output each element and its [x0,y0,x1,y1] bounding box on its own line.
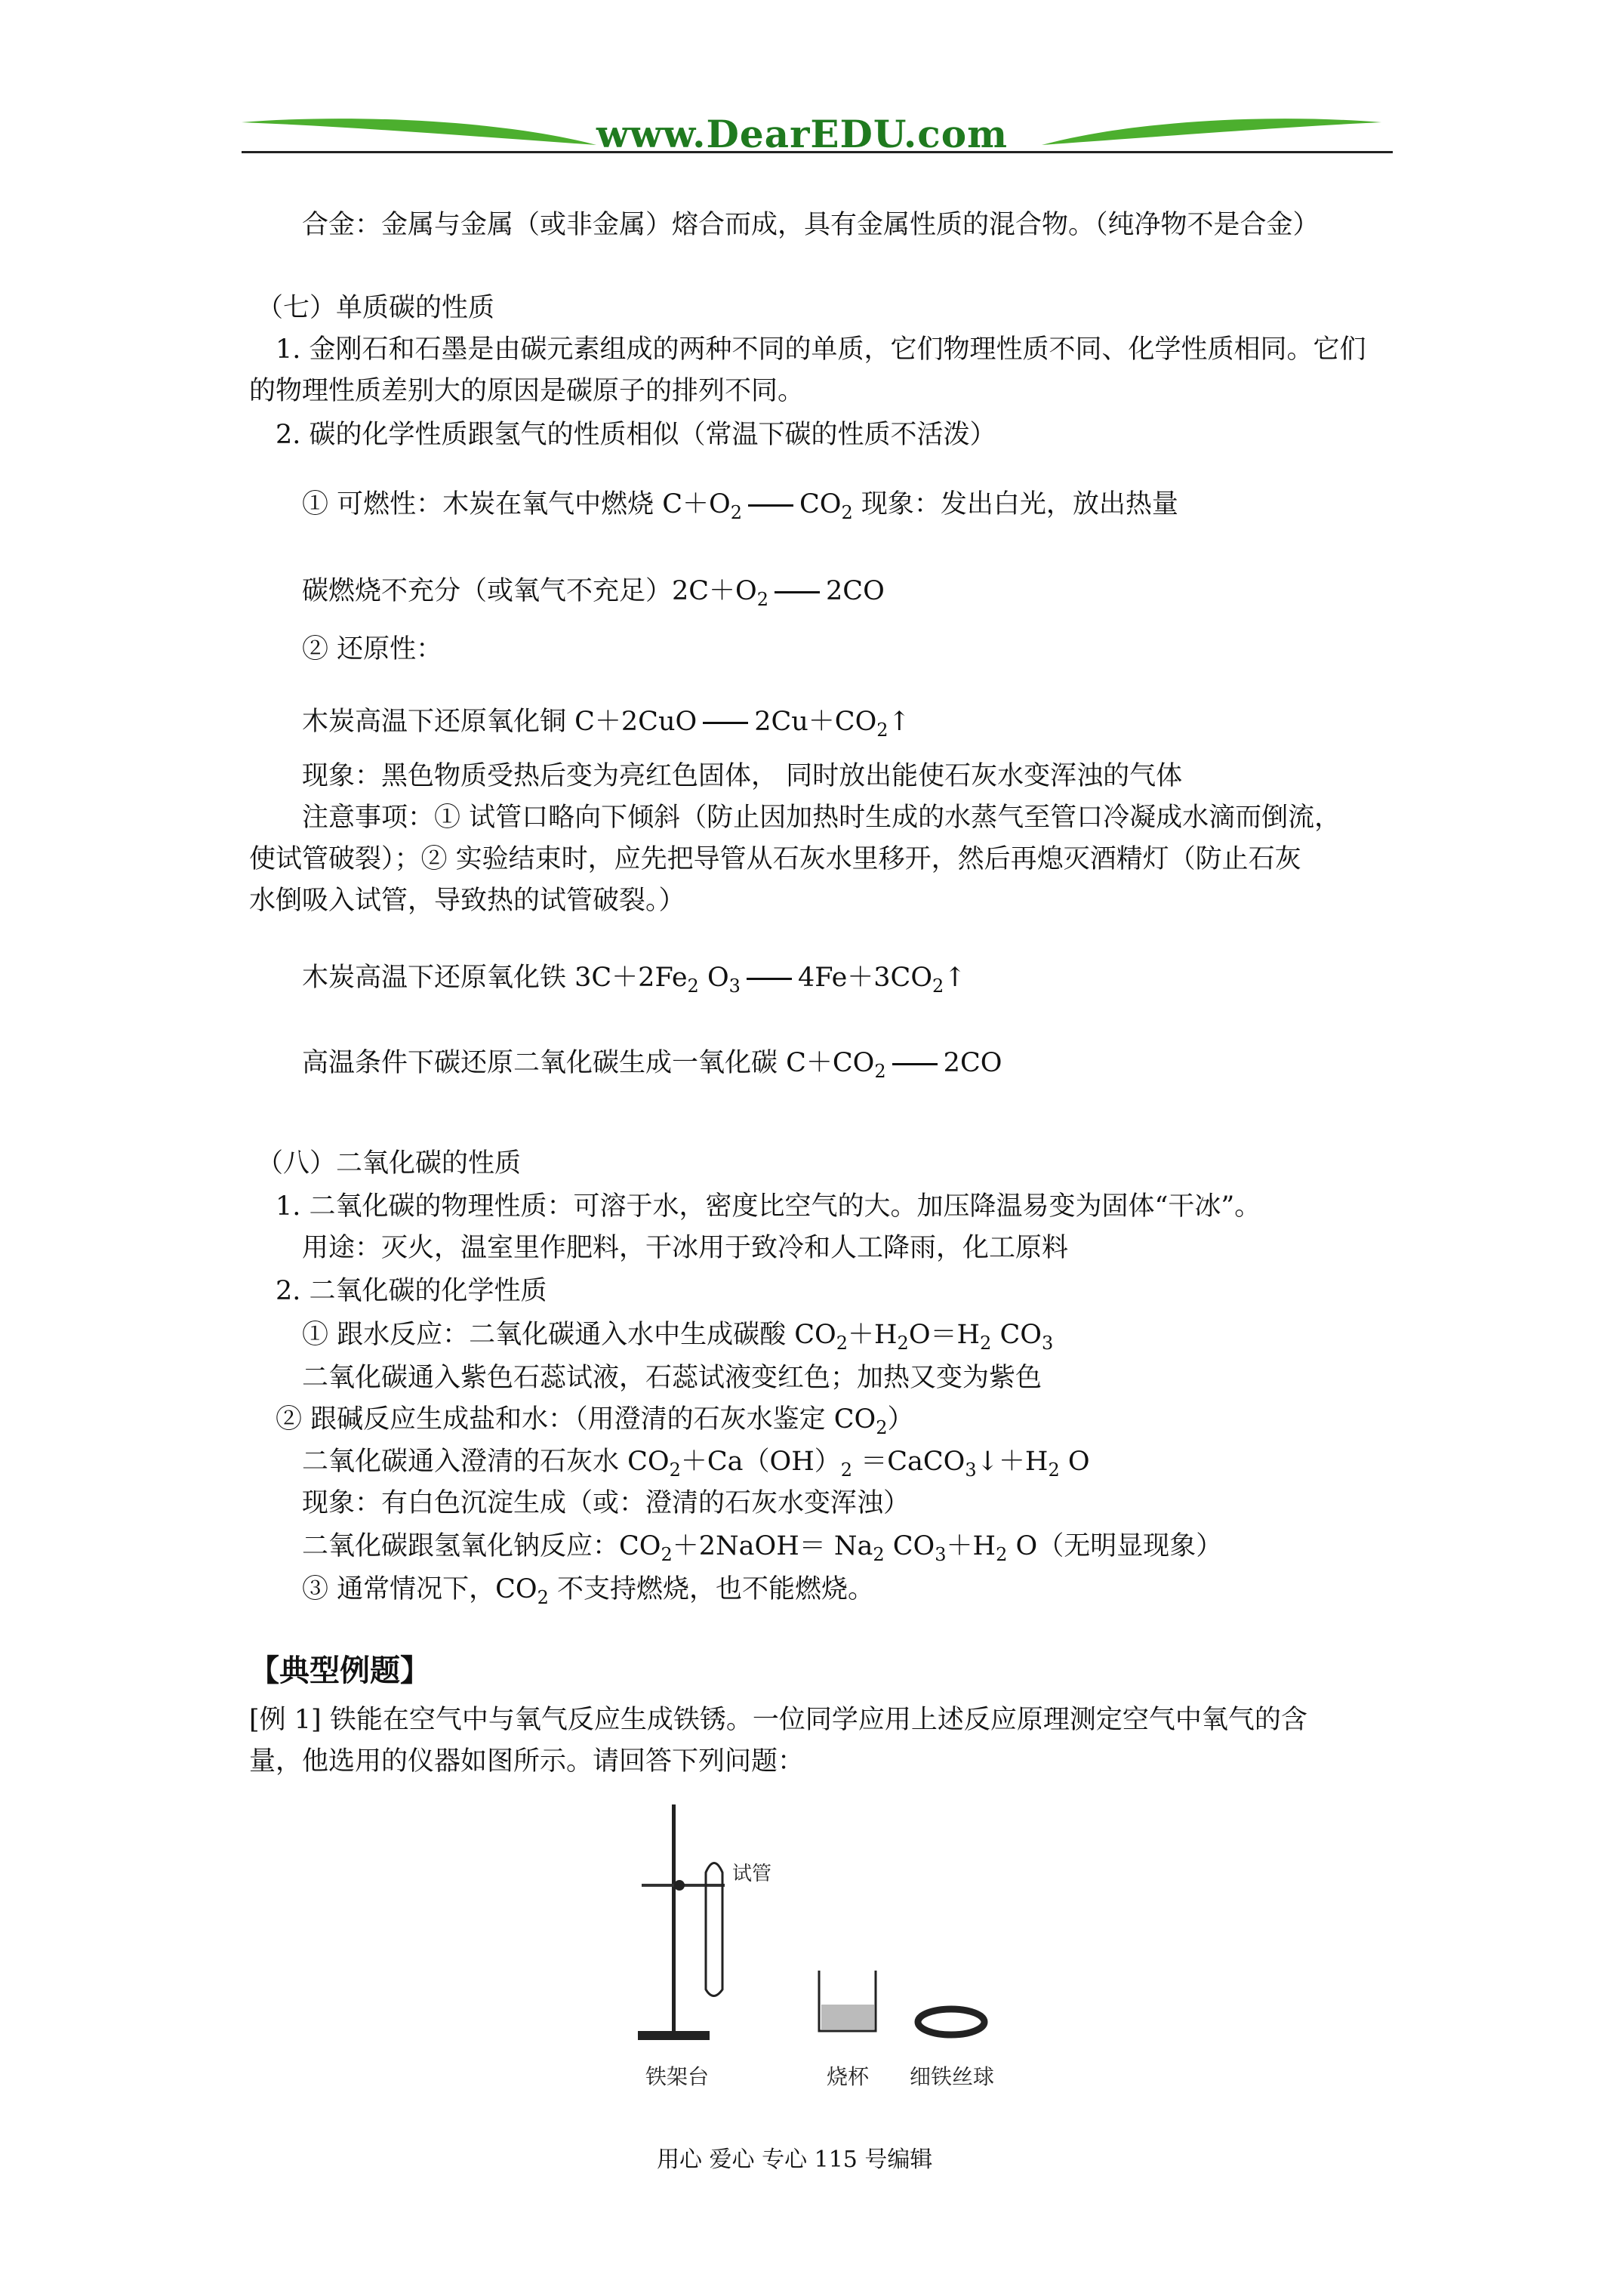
litmus-line: 二氧化碳通入紫色石蕊试液，石蕊试液变红色；加热又变为紫色 [302,1363,1042,1393]
co2-chemical-heading: 2. 二氧化碳的化学性质 [276,1276,547,1306]
notes-3: 水倒吸入试管，导致热的试管破裂。） [249,886,685,916]
beaker [819,1971,876,2031]
section-8-heading: （八）二氧化碳的性质 [257,1148,522,1179]
equation-combustion: ① 可燃性：木炭在氧气中燃烧 $C+O_2$ $CO_2$ 现象：发出白光，放出热量 [302,489,1178,523]
paragraph-1b: 的物理性质差别大的原因是碳原子的排列不同。 [249,376,805,406]
precipitate-phenomenon: 现象：有白色沉淀生成（或：澄清的石灰水变浑浊） [302,1488,910,1518]
site-logo: www.DearEDU.com [596,112,1009,156]
equation-fe2o3: 木炭高温下还原氧化铁 $3C+2Fe_2$ $O_3$ $4Fe+3CO_2↑$ [302,963,966,997]
naoh-equation: 二氧化碳跟氢氧化钠反应：$CO_2+2NaOH= Na_2$ $CO_3+H_2$ O（无明显现象） [302,1531,1223,1565]
alloy-definition: 合金：金属与金属（或非金属）熔合而成，具有金属性质的混合物。（纯净物不是合金） [302,210,1320,240]
equation-co2-reduction: 高温条件下碳还原二氧化碳生成一氧化碳 $C+CO_2$ 2CO [302,1048,1002,1082]
equation-incomplete-combustion: 碳燃烧不充分（或氧气不充足）$2C+O_2$ 2CO [302,576,885,610]
iron-stand [638,1804,725,2040]
iron-wool [918,2009,984,2035]
label-beaker: 烧杯 [827,2064,870,2089]
co2-water-reaction: ① 跟水反应：二氧化碳通入水中生成碳酸 $CO_2+H_2O=H_2$ $CO_3$ [302,1320,1054,1354]
label-test-tube: 试管 [732,1863,772,1885]
co2-uses: 用途：灭火，温室里作肥料，干冰用于致冷和人工降雨，化工原料 [302,1233,1069,1263]
example-1-line-a: [例 1] 铁能在空气中与氧气反应生成铁锈。一位同学应用上述反应原理测定空气中氧气的含 [249,1705,1307,1735]
paragraph-1a: 1. 金刚石和石墨是由碳元素组成的两种不同的单质，它们物理性质不同、化学性质相同。它们 [276,334,1366,365]
co2-physical: 1. 二氧化碳的物理性质：可溶于水，密度比空气的大。加压降温易变为固体“干冰”。 [276,1191,1261,1222]
section-7-heading: （七）单质碳的性质 [257,293,495,323]
notes-1: 注意事项：① 试管口略向下倾斜（防止因加热时生成的水蒸气至管口冷凝成水滴而倒流， [302,803,1341,833]
notes-2: 使试管破裂）；② 实验结束时，应先把导管从石灰水里移开，然后再熄灭酒精灯（防止石灰 [249,844,1301,874]
examples-heading: 【典型例题】 [249,1653,430,1688]
limewater-equation: 二氧化碳通入澄清的石灰水 $CO_2+Ca(OH)_2$ $=CaCO_3↓+H_2$ O [302,1447,1090,1481]
paragraph-2: 2. 碳的化学性质跟氢气的性质相似（常温下碳的性质不活泼） [276,420,996,450]
reduction-heading: ② 还原性： [302,634,443,664]
label-iron-stand: 铁架台 [645,2064,710,2089]
co2-nonflammable: ③ 通常情况下，$CO_2$ 不支持燃烧，也不能燃烧。 [302,1574,875,1608]
label-iron-wool: 细铁丝球 [910,2064,995,2089]
phenomenon-cuo: 现象：黑色物质受热后变为亮红色固体， 同时放出能使石灰水变浑浊的气体 [302,761,1183,791]
page-footer: 用心 爱心 专心 115 号编辑 [657,2147,933,2173]
equation-cuo: 木炭高温下还原氧化铜 C＋2CuO $2Cu+CO_2↑$ [302,707,910,741]
co2-base-heading: ② 跟碱反应生成盐和水：（用澄清的石灰水鉴定 $CO_2$） [276,1404,914,1438]
test-tube [706,1863,722,1996]
example-1-line-b: 量，他选用的仪器如图所示。请回答下列问题： [249,1746,805,1777]
apparatus-figure [619,1804,1042,2114]
